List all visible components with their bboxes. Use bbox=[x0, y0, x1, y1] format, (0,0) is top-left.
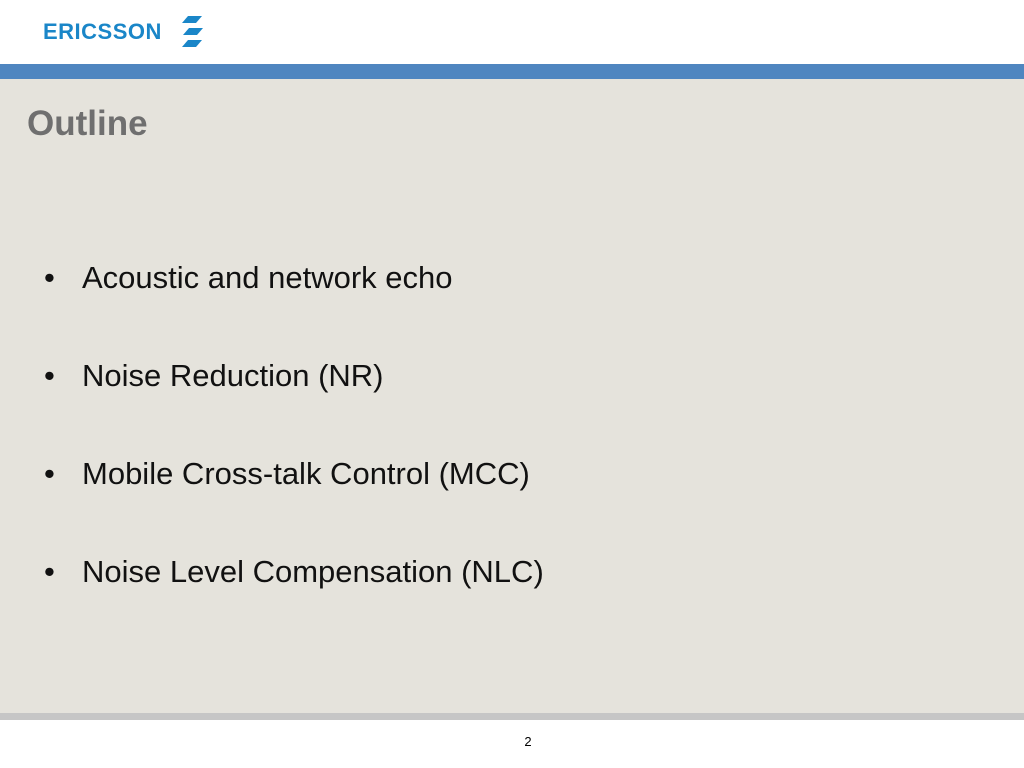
bullet-dot-icon: • bbox=[44, 456, 55, 491]
slide-header bbox=[0, 0, 1024, 64]
bullet-dot-icon: • bbox=[44, 358, 55, 393]
slide-footer bbox=[0, 720, 1024, 768]
bullet-item bbox=[44, 260, 544, 358]
bullet-item bbox=[44, 456, 544, 554]
slide-body bbox=[0, 79, 1024, 713]
header-accent-bar bbox=[0, 64, 1024, 79]
bullet-text: Noise Reduction (NR) bbox=[82, 358, 384, 393]
ericsson-logo bbox=[43, 12, 206, 52]
ericsson-mark-icon bbox=[178, 14, 206, 50]
bullet-dot-icon: • bbox=[44, 554, 55, 589]
slide-title: Outline bbox=[27, 104, 148, 143]
bullet-list bbox=[44, 260, 544, 652]
bullet-text: Noise Level Compensation (NLC) bbox=[82, 554, 544, 589]
footer-divider-bar bbox=[0, 713, 1024, 720]
bullet-text: Acoustic and network echo bbox=[82, 260, 453, 295]
bullet-item bbox=[44, 554, 544, 652]
bullet-text: Mobile Cross-talk Control (MCC) bbox=[82, 456, 530, 491]
bullet-dot-icon: • bbox=[44, 260, 55, 295]
logo-text: ERICSSON bbox=[43, 19, 162, 44]
bullet-item bbox=[44, 358, 544, 456]
page-number: 2 bbox=[524, 734, 532, 749]
